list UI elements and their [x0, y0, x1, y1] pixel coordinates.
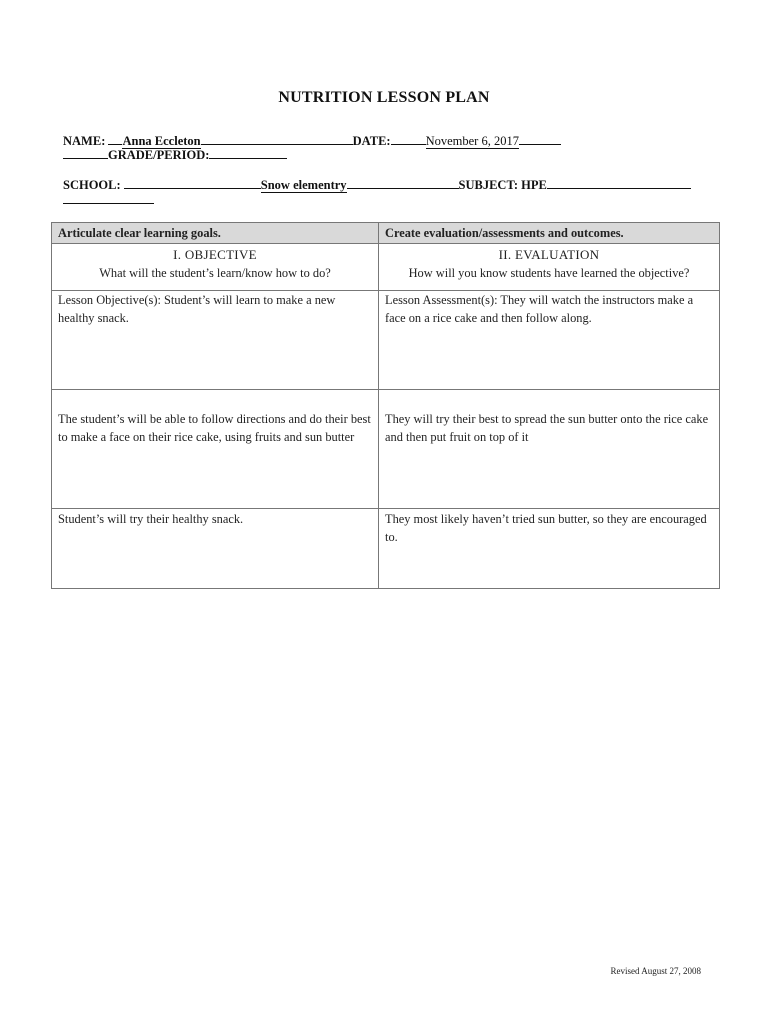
revision-footer: Revised August 27, 2008 [610, 966, 701, 976]
table-row [52, 390, 720, 509]
date-underline-lead [391, 131, 426, 145]
date-label: DATE: [352, 134, 391, 148]
objective-heading-cell [52, 244, 379, 291]
school-underline-lead [124, 175, 261, 189]
objective-question: What will the student’s learn/know how to do? [99, 266, 331, 280]
objective-cell: Student’s will try their healthy snack. [52, 509, 379, 589]
subject-label: SUBJECT: HPE [458, 178, 547, 192]
grade-underline-lead [63, 145, 108, 159]
subject-underline-continued [63, 190, 154, 204]
name-underline-lead [108, 131, 122, 145]
name-underline-tail [201, 131, 353, 145]
school-value: Snow elementry [260, 178, 347, 192]
objective-cell: The student’s will be able to follow directions and do their best to make a face on their rice cake, using fruits and sun butter [52, 390, 379, 509]
evaluation-title: II. EVALUATION [498, 247, 600, 262]
subject-continuation-line [63, 190, 154, 208]
name-value: Anna Eccleton [122, 134, 201, 148]
assessment-cell: They will try their best to spread the sun butter onto the rice cake and then put fruit on top of it [379, 390, 720, 509]
school-subject-line [63, 175, 691, 193]
right-goal-cell: Create evaluation/assessments and outcomes. [379, 223, 720, 244]
left-goal-cell: Articulate clear learning goals. [52, 223, 379, 244]
table-row [52, 291, 720, 390]
date-underline-tail [519, 131, 561, 145]
lesson-plan-table [51, 222, 720, 589]
grade-label: GRADE/PERIOD: [108, 148, 210, 162]
grade-underline-tail [209, 145, 287, 159]
subject-underline [547, 175, 691, 189]
evaluation-heading-cell [379, 244, 720, 291]
section-heading-row [52, 244, 720, 291]
evaluation-question: How will you know students have learned the objective? [408, 266, 690, 280]
grade-line [63, 145, 287, 163]
goals-row [52, 223, 720, 244]
objective-title: I. OBJECTIVE [173, 247, 257, 262]
assessment-cell: Lesson Assessment(s): They will watch the instructors make a face on a rice cake and then follow along. [379, 291, 720, 390]
table-row [52, 509, 720, 589]
page-title: NUTRITION LESSON PLAN [278, 89, 490, 106]
name-label: NAME: [63, 134, 106, 148]
school-underline-tail [347, 175, 459, 189]
school-label: SCHOOL: [63, 178, 121, 192]
date-value: November 6, 2017 [425, 134, 519, 148]
objective-cell: Lesson Objective(s): Student’s will learn to make a new healthy snack. [52, 291, 379, 390]
assessment-cell: They most likely haven’t tried sun butter, so they are encouraged to. [379, 509, 720, 589]
